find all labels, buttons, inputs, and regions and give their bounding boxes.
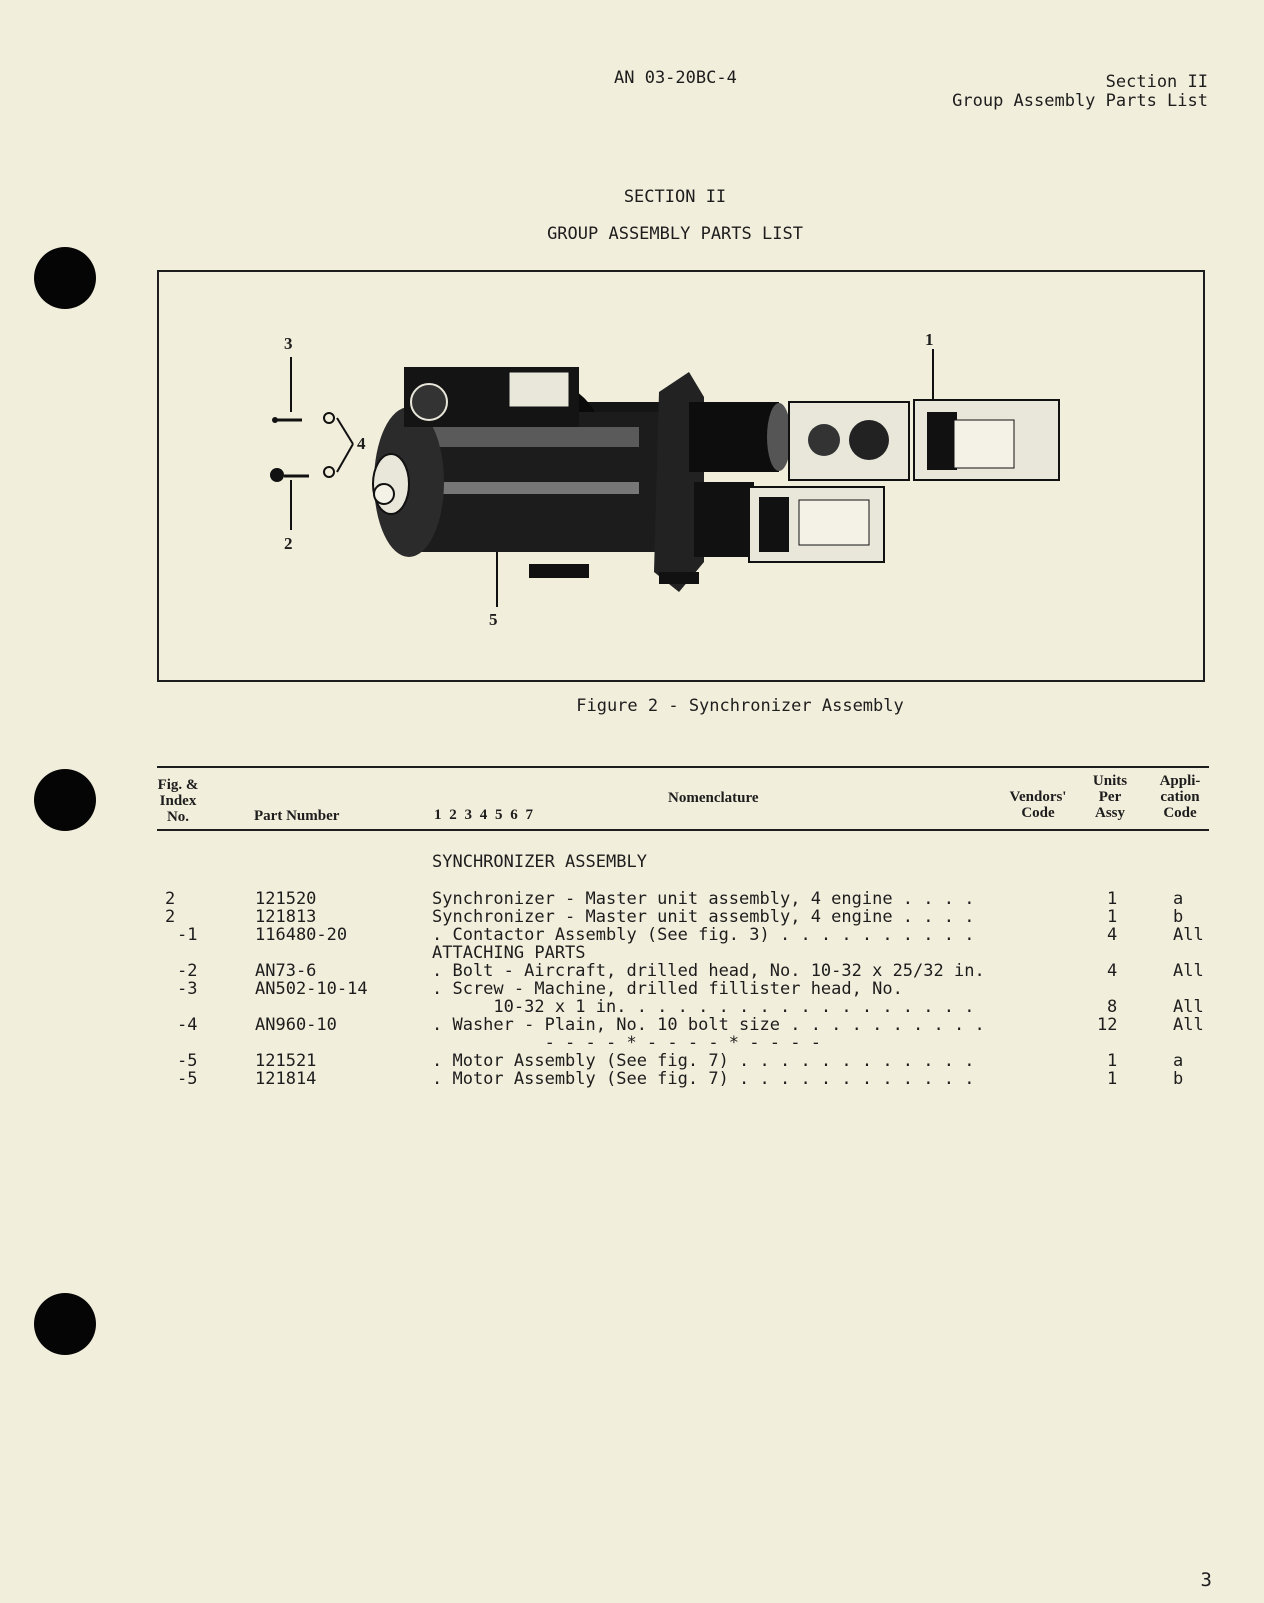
row-app-code: a: [1173, 1051, 1184, 1071]
row-app-code: a: [1173, 889, 1184, 909]
row-nomenclature: . Motor Assembly (See fig. 7) . . . . . . . . . . . .: [432, 1051, 975, 1071]
row-app-code: All: [1173, 961, 1204, 981]
section-label-line2: Group Assembly Parts List: [952, 91, 1208, 111]
header-part-number: Part Number: [254, 808, 340, 824]
section-title: SECTION II: [623, 187, 727, 207]
row-part-number: 121520: [255, 889, 317, 909]
row-nomenclature: 10-32 x 1 in. . . . . . . . . . . . . . . . . .: [432, 997, 975, 1017]
row-units: 8: [1107, 997, 1118, 1017]
row-part-number: 116480-20: [255, 925, 348, 945]
row-app-code: b: [1173, 1069, 1184, 1089]
callout-3: 3: [284, 334, 293, 353]
header-fig-index: Fig. & Index No.: [157, 777, 199, 825]
row-part-number: 121814: [255, 1069, 317, 1089]
row-nomenclature: . Screw - Machine, drilled fillister head, No.: [432, 979, 903, 999]
row-nomenclature: ATTACHING PARTS: [432, 943, 586, 963]
callout-1: 1: [925, 330, 934, 349]
header-indent-levels: 1 2 3 4 5 6 7: [434, 807, 535, 823]
group-heading: SYNCHRONIZER ASSEMBLY: [432, 852, 647, 872]
synchronizer-assembly-illustration: [159, 272, 1203, 680]
row-part-number: AN960-10: [255, 1015, 337, 1035]
row-nomenclature: Synchronizer - Master unit assembly, 4 engine . . . .: [432, 907, 975, 927]
row-nomenclature: . Motor Assembly (See fig. 7) . . . . . . . . . . . .: [432, 1069, 975, 1089]
row-units: 1: [1107, 907, 1118, 927]
header-nomenclature: Nomenclature: [668, 790, 759, 806]
row-app-code: All: [1173, 1015, 1204, 1035]
callout-2: 2: [284, 534, 293, 553]
row-index: -4: [177, 1015, 198, 1035]
parts-list-title: GROUP ASSEMBLY PARTS LIST: [547, 224, 803, 244]
header-application-code: Appli- cation Code: [1159, 773, 1201, 821]
row-index: -5: [177, 1051, 198, 1071]
row-app-code: All: [1173, 997, 1204, 1017]
row-app-code: b: [1173, 907, 1184, 927]
row-app-code: All: [1173, 925, 1204, 945]
document-number: AN 03-20BC-4: [614, 68, 737, 88]
row-part-number: 121813: [255, 907, 317, 927]
row-nomenclature: . Washer - Plain, No. 10 bolt size . . . . . . . . . .: [432, 1015, 985, 1035]
row-separator: - - - - * - - - - * - - - -: [432, 1033, 821, 1053]
page-number: 3: [1200, 1569, 1212, 1591]
row-units: 1: [1107, 1069, 1118, 1089]
row-units: 4: [1107, 961, 1118, 981]
row-units: 12: [1097, 1015, 1118, 1035]
row-nomenclature: . Bolt - Aircraft, drilled head, No. 10-32 x 25/32 in.: [432, 961, 985, 981]
row-index: -3: [177, 979, 198, 999]
binder-hole-bottom: [34, 1293, 96, 1355]
row-nomenclature: Synchronizer - Master unit assembly, 4 engine . . . .: [432, 889, 975, 909]
row-index: 2: [165, 889, 176, 909]
row-nomenclature: . Contactor Assembly (See fig. 3) . . . . . . . . . .: [432, 925, 975, 945]
header-units-per-assy: Units Per Assy: [1092, 773, 1128, 821]
row-units: 1: [1107, 1051, 1118, 1071]
row-part-number: AN502-10-14: [255, 979, 368, 999]
callout-4: 4: [357, 434, 366, 453]
row-part-number: AN73-6: [255, 961, 317, 981]
section-label: [952, 73, 1208, 111]
row-index: -5: [177, 1069, 198, 1089]
binder-hole-top: [34, 247, 96, 309]
row-index: 2: [165, 907, 176, 927]
figure-caption: Figure 2 - Synchronizer Assembly: [576, 696, 904, 716]
callout-5: 5: [489, 610, 498, 629]
row-units: 1: [1107, 889, 1118, 909]
row-index: -1: [177, 925, 198, 945]
binder-hole-middle: [34, 769, 96, 831]
table-header-rule: [157, 829, 1209, 831]
table-top-rule: [157, 766, 1209, 768]
row-index: -2: [177, 961, 198, 981]
row-units: 4: [1107, 925, 1118, 945]
figure-frame: [157, 270, 1205, 682]
row-part-number: 121521: [255, 1051, 317, 1071]
section-label-line1: Section II: [1105, 72, 1208, 92]
header-vendors-code: Vendors' Code: [1009, 789, 1067, 821]
